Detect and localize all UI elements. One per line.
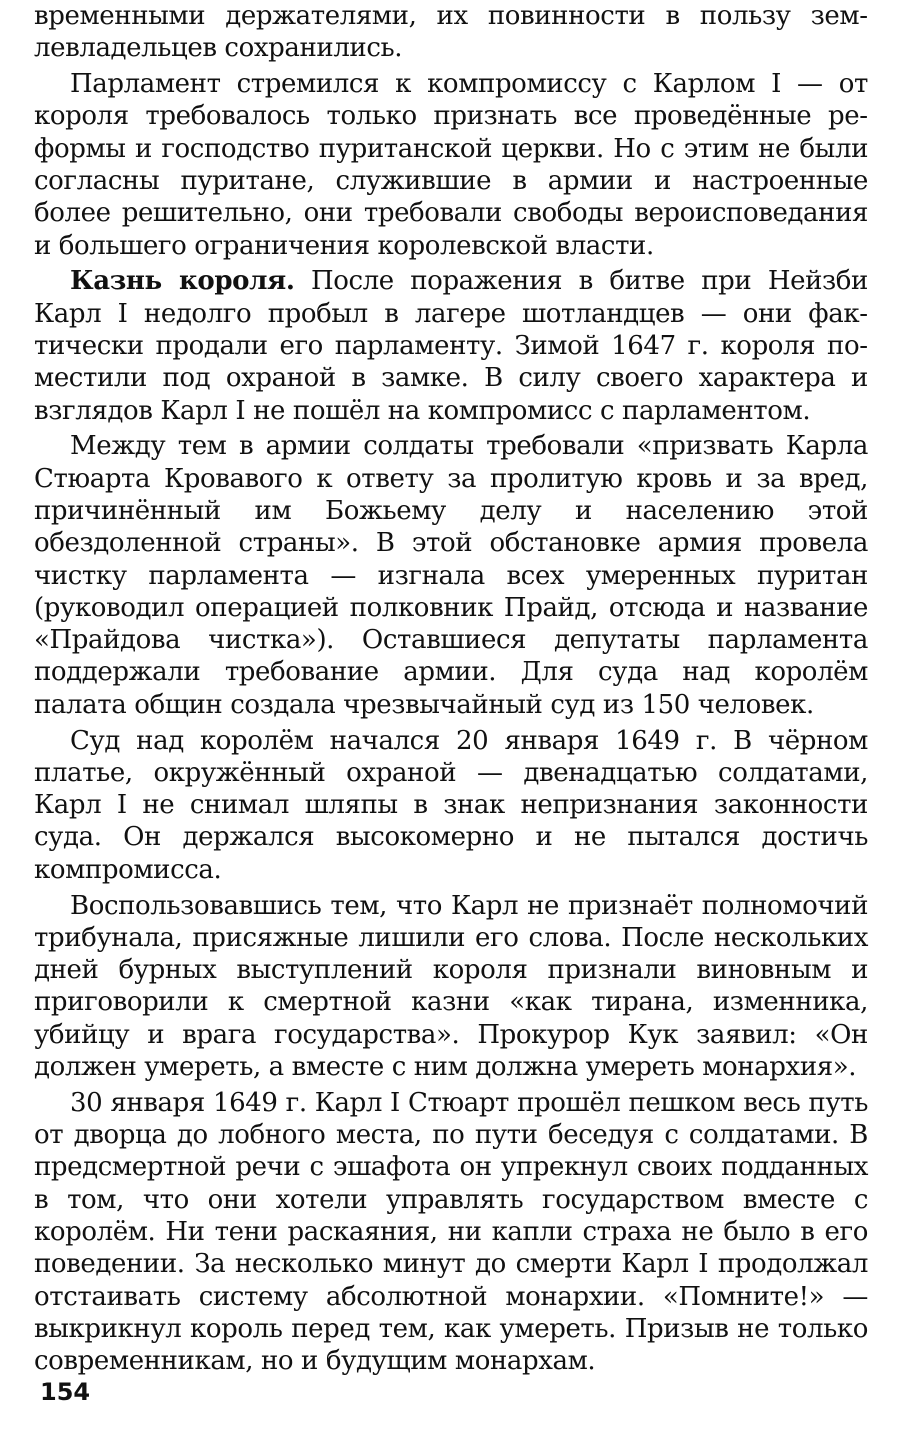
page-body [34,0,868,1381]
paragraph-execution-day [34,1087,868,1378]
paragraph-parliament-compromise [34,68,868,262]
paragraph-text: Между тем в армии солдаты требовали «призвать Карла Стюарта Кровавого к ответу за пролитую кровь и за вред, причинённый им Божьему делу и населению этой обездоленной страны». В этой обстановке армия провела чистку парламента — изгнала всех умеренных пуритан (руководил операцией полковник Прайд, отсюда и название «Прайдова чистка»). Оставшиеся депутаты парламента поддержали требование армии. Для суда над королём палата общин создала чрезвычайный суд из 150 человек. [34,431,868,720]
paragraph-execution-of-king [34,265,868,426]
paragraph-sentence [34,890,868,1084]
paragraph-trial-began [34,725,868,886]
paragraph-text: Парламент стремился к компромиссу с Карлом I — от короля требовалось только признать все проведённые реформы и господство пуританской церкви. Но с этим не были согласны пуритане, служившие в армии и настроенные более решительно, они требовали свободы вероисповедания и большего ограничения королевской власти. [34,69,868,261]
paragraph-continuation [34,0,868,65]
paragraph-text: Воспользовавшись тем, что Карл не признаёт полномочий трибунала, присяжные лишили его слова. После нескольких дней бурных выступлений короля признали виновным и приговорили к смертной казни «как тирана, изменника, убийцу и врага государства». Прокурор Кук заявил: «Он должен умереть, а вместе с ним должна умереть монархия». [34,890,868,1082]
paragraph-text: Суд над королём начался 20 января 1649 г. В чёрном платье, окружённый охраной — двенадцатью солдатами, Карл I не снимал шляпы в знак непризнания законности суда. Он держался высокомерно и не пытался достичь компромисса. [34,725,868,885]
paragraph-text: временными держателями, их повинности в пользу землевладельцев сохранились. [34,1,868,64]
section-heading-inline: Казнь короля. [70,266,295,297]
paragraph-text: После поражения в битве при Нейзби Карл I недолго пробыл в лагере шотландцев — они фактически продали его парламенту. Зимой 1647 г. короля поместили под охраной в замке. В силу своего характера и взглядов Карл I не пошёл на компромисс с парламентом. [34,266,868,426]
paragraph-text: 30 января 1649 г. Карл I Стюарт прошёл пешком весь путь от дворца до лобного места, по пути беседуя с солдатами. В предсмертной речи с эшафота он упрекнул своих подданных в том, что они хотели управлять государством вместе с королём. Ни тени раскаяния, ни капли страха не было в его поведении. За несколько минут до смерти Карл I продолжал отстаивать систему абсолютной монархии. «Помните!» — выкрикнул король перед тем, как умереть. Призыв не только современникам, но и будущим монархам. [34,1087,868,1377]
paragraph-army-demands [34,430,868,721]
page-number: 154 [40,1378,91,1406]
